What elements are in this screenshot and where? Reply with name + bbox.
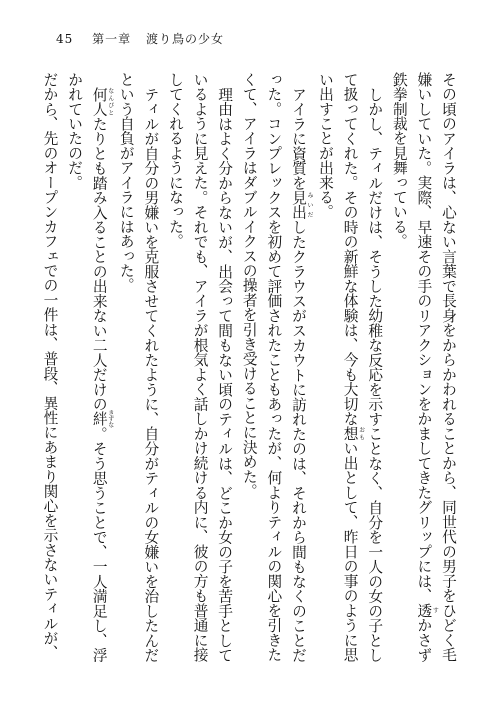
ruby-reading: なんぴと [106,86,114,117]
ruby-base: 想 [341,426,359,441]
ruby-base: 透 [415,603,433,618]
text-run: かさず鉄拳制裁を見舞っている。 [390,72,433,662]
paragraph [113,72,162,662]
paragraph [386,72,460,662]
text-run: ティルが自分の男嫌いを克服させてくれたように、自分がティルの女嫌いを治したんだという自負がアイラにはあった。 [117,72,160,662]
ruby-reading: みいだ [305,189,313,220]
ruby-base: 絆 [90,409,108,428]
chapter-title: 渡り鳥の少女 [145,32,224,46]
text-run: 理由はよく分からないが、出会って間もない頃のティルは、どこか女の子を苦手としているように見えた。それでも、アイラが根気よく話しかけ続ける内に、彼の方も普通に接してくれるようになった。 [166,72,234,662]
ruby-word [289,189,313,220]
page-number: 45 [56,32,74,46]
text-run: い出として、昨日の事のように思い出すことが出来る。 [317,72,359,662]
ruby-reading: す [431,603,439,618]
text-run: しかし、ティルだけは、そうした幼稚な反応を示すことなく、自分を一人の女の子として扱ってくれた。その時の新鮮な体験は、今も大切な [341,72,384,662]
text-run: アイラに資質を [289,86,307,190]
text-run: てきたグリップには、 [415,455,433,604]
ruby-word [90,86,114,117]
text-run: だから、先のオープンカフェでの一件は、普段、異性にあまり関心を示さないティルが、 [41,72,59,660]
paragraph [312,72,386,662]
ruby-reading: おも [357,426,365,441]
paragraph [62,72,114,662]
running-header [56,30,224,47]
text-run: その頃のアイラは、心ない言葉で長身をからかわれることから、同世代の男子をひどく毛嫌いしていた。実際、早速その手のリアクションをかまし [415,72,457,662]
paragraph [37,72,62,662]
ruby-word [415,603,439,618]
text-run: したクラウスがスカウトに訪れたのは、それから間もなくのことだった。コンプレックスを初めて評価されたこともあったが、何よりティルの関心を引きたくて、アイラはダブルイクスの操者を引き受けることに決めた。 [240,72,307,662]
paragraph [162,72,236,662]
paragraph [236,72,312,662]
ruby-word [341,426,365,441]
text-run: たりとも踏み入ることの出来ない二人だけの [90,116,108,412]
ruby-base: 見出 [289,189,307,220]
ruby-base: 何人 [90,86,108,117]
ruby-word [90,409,114,428]
text-run: 。そう思うことで、一人満足し、浮かれていたのだ。 [66,72,108,662]
vertical-body-text [35,72,460,662]
ruby-reading: きずな [106,409,114,428]
chapter-label: 第一章 [92,32,132,46]
